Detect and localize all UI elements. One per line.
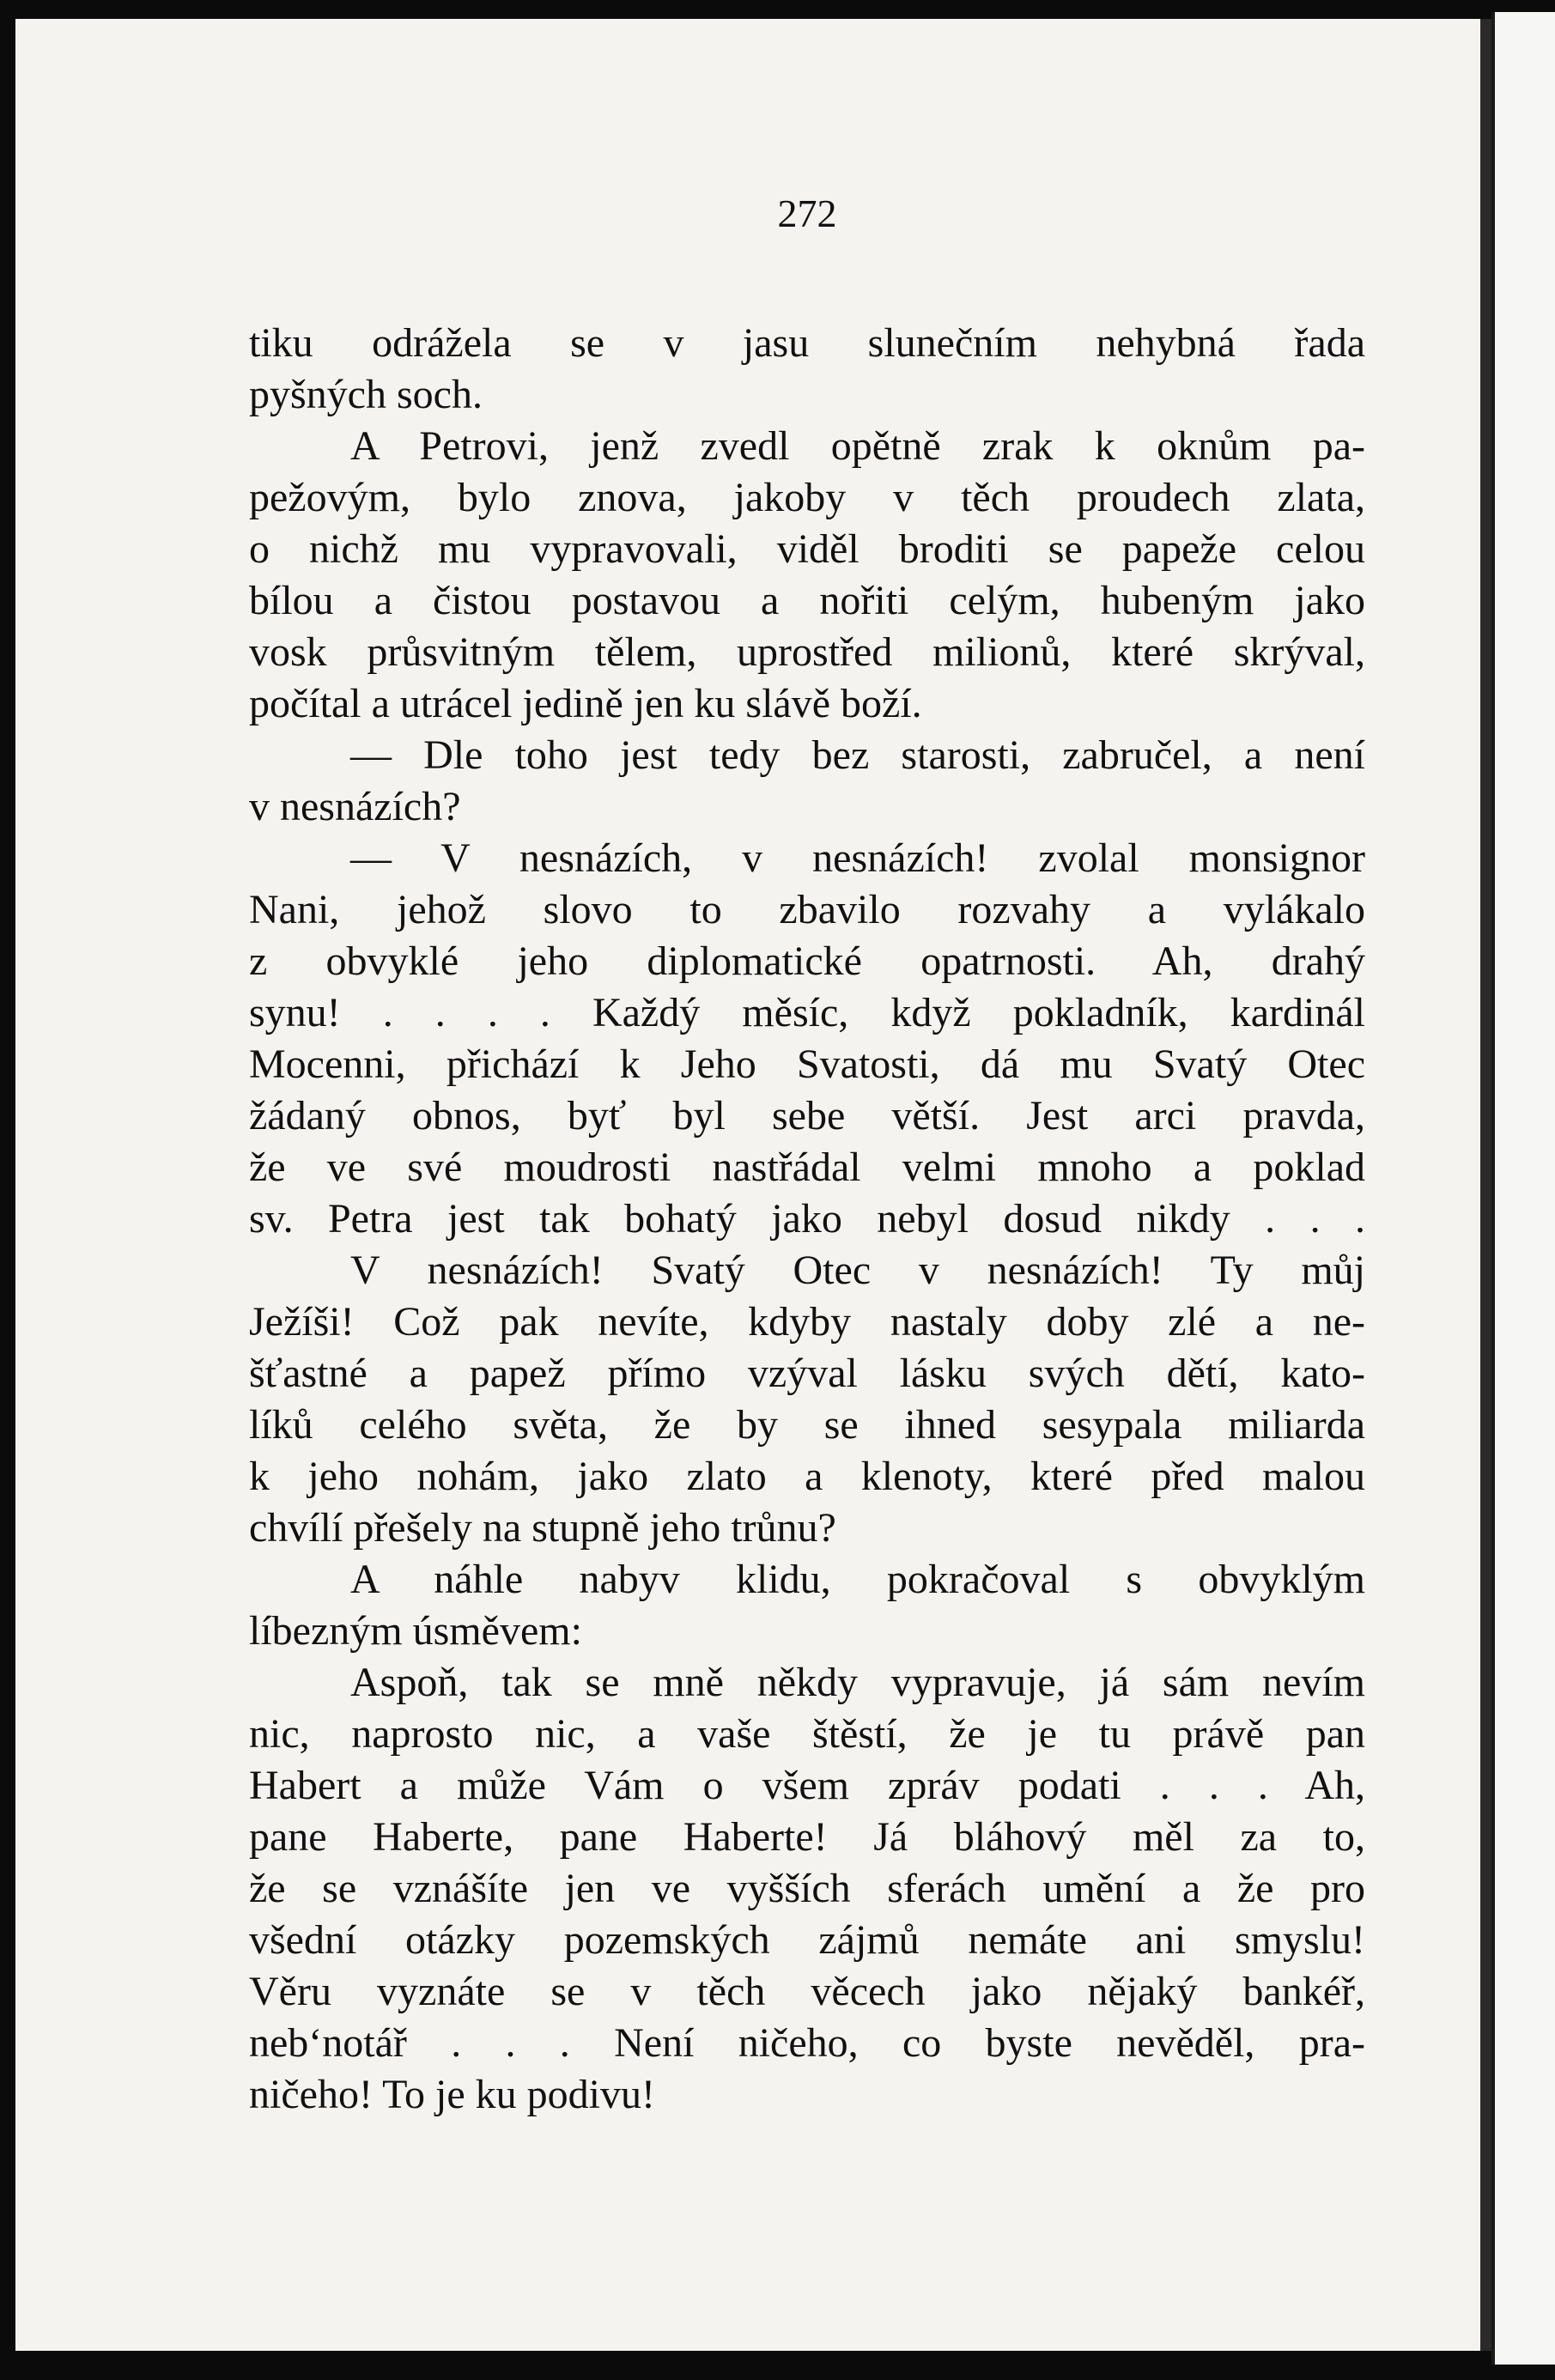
text-line: líbezným úsměvem:	[249, 1608, 582, 1654]
text-line: sv. Petra jest tak bohatý jako nebyl dosud nikdy . . .	[249, 1196, 1365, 1242]
text-line: že ve své moudrosti nastřádal velmi mnoho a poklad	[249, 1144, 1365, 1190]
text-line: chvílí přešely na stupně jeho trůnu?	[249, 1505, 836, 1551]
page-number: 272	[777, 191, 837, 235]
page-gutter-shadow	[1480, 19, 1491, 2351]
text-line: neb‘notář . . . Není ničeho, co byste nevěděl, pra-	[249, 2020, 1365, 2066]
text-line: vosk průsvitným tělem, uprostřed milionů, které skrýval,	[249, 629, 1365, 675]
text-line: všední otázky pozemských zájmů nemáte ani smyslu!	[249, 1917, 1365, 1963]
text-line: k jeho nohám, jako zlato a klenoty, které před malou	[249, 1454, 1365, 1499]
text-line: bílou a čistou postavou a nořiti celým, hubeným jako	[249, 578, 1365, 623]
text-line: — Dle toho jest tedy bez starosti, zabručel, a není	[350, 732, 1365, 778]
text-line: tiku odrážela se v jasu slunečním nehybná řada	[249, 320, 1365, 366]
text-line: pane Haberte, pane Haberte! Já bláhový měl za to,	[249, 1814, 1365, 1860]
text-line: že se vznášíte jen ve vyšších sferách umění a že pro	[249, 1866, 1365, 1911]
text-line: A Petrovi, jenž zvedl opětně zrak k oknům pa-	[350, 423, 1365, 469]
text-line: o nichž mu vypravovali, viděl broditi se papeže celou	[249, 526, 1365, 572]
text-line: Aspoň, tak se mně někdy vypravuje, já sám nevím	[350, 1660, 1365, 1705]
text-line: V nesnázích! Svatý Otec v nesnázích! Ty můj	[350, 1248, 1365, 1293]
text-line: Nani, jehož slovo to zbavilo rozvahy a vylákalo	[249, 887, 1365, 932]
text-line: líků celého světa, že by se ihned sesypala miliarda	[249, 1402, 1365, 1448]
text-line: Věru vyznáte se v těch věcech jako nějaký bankéř,	[249, 1969, 1365, 2014]
text-line: pyšných soch.	[249, 372, 483, 417]
text-line: Habert a může Vám o všem zpráv podati . . . Ah,	[249, 1763, 1365, 1808]
text-line: nic, naprosto nic, a vaše štěstí, že je tu právě pan	[249, 1711, 1365, 1757]
body-text	[249, 318, 1365, 2121]
text-line: v nesnázích?	[249, 784, 461, 829]
text-line: A náhle nabyv klidu, pokračoval s obvyklým	[350, 1557, 1365, 1602]
text-line: žádaný obnos, byť byl sebe větší. Jest arci pravda,	[249, 1093, 1365, 1138]
text-line: Ježíši! Což pak nevíte, kdyby nastaly doby zlé a ne-	[249, 1299, 1365, 1345]
text-line: počítal a utrácel jedině jen ku slávě boží.	[249, 681, 922, 726]
text-line: synu! . . . . Každý měsíc, když pokladník, kardinál	[249, 990, 1365, 1035]
text-line: ničeho! To je ku podivu!	[249, 2072, 655, 2117]
text-line: z obvyklé jeho diplomatické opatrnosti. Ah, drahý	[249, 938, 1365, 984]
next-page-edge	[1491, 12, 1555, 2365]
text-line: šťastné a papež přímo vzýval lásku svých dětí, kato-	[249, 1351, 1365, 1396]
text-line: Mocenni, přichází k Jeho Svatosti, dá mu Svatý Otec	[249, 1041, 1365, 1087]
text-line: — V nesnázích, v nesnázích! zvolal monsignor	[350, 835, 1365, 881]
text-line: pežovým, bylo znova, jakoby v těch proudech zlata,	[249, 475, 1365, 520]
